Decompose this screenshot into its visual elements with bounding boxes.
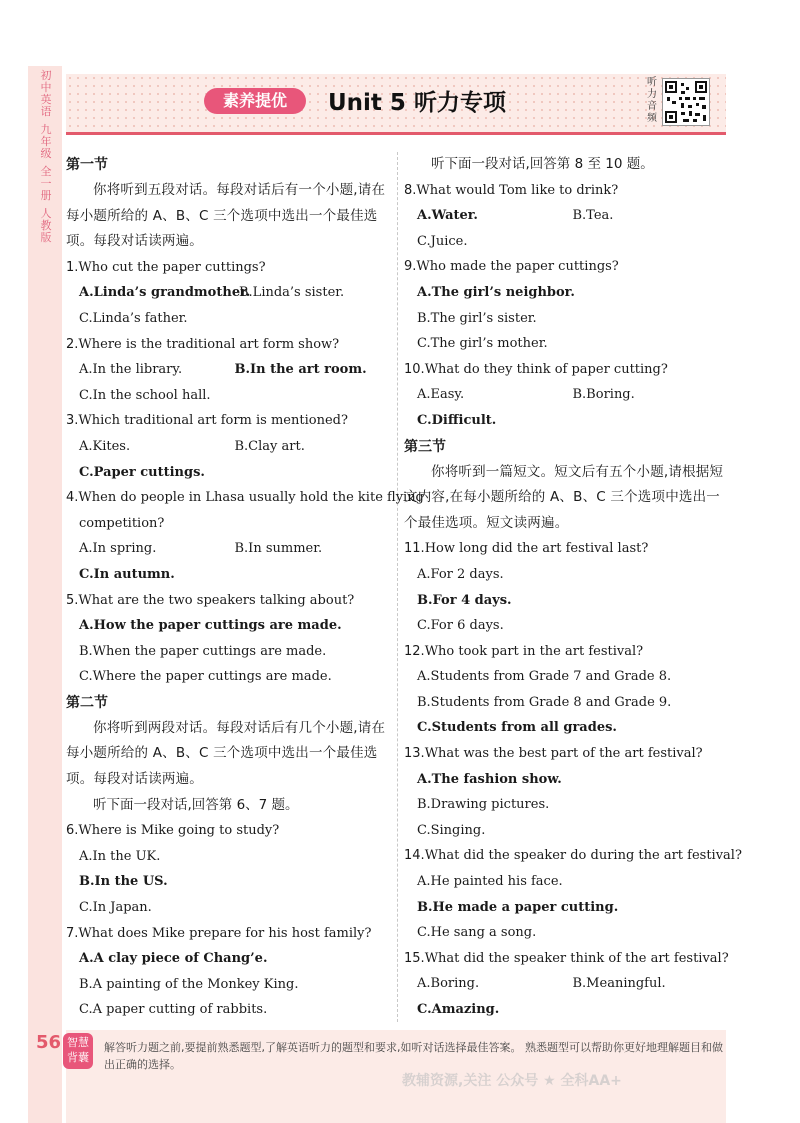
question-1: 1.Who cut the paper cuttings? [66,259,266,275]
question-2-options: A.In the library. B.In the art room. [79,362,367,378]
section-badge: 素养提优 [204,88,306,114]
section-heading-1: 第一节 [66,157,108,173]
side-label-subject: 初中英语 [40,69,52,118]
side-label-grade: 九年级 [40,123,52,160]
question-12-option-a: A.Students from Grade 7 and Grade 8. [417,669,672,685]
question-7-option-c: C.A paper cutting of rabbits. [79,1002,268,1018]
question-15: 15.What did the speaker think of the art festival? [404,950,729,966]
question-15-option-c: C.Amazing. [417,1002,500,1017]
question-2-option-c: C.In the school hall. [79,387,211,403]
question-8-options: A.Water. B.Tea. [417,208,614,224]
question-8-option-c: C.Juice. [417,233,468,249]
question-11-option-a: A.For 2 days. [417,566,504,582]
question-6-option-b: B.In the US. [79,874,168,890]
page-number: 56 [36,1032,62,1053]
side-label-edition: 人教版 [40,207,52,244]
question-14: 14.What did the speaker do during the art festival? [404,848,742,864]
tip-badge: 智慧背囊 [63,1033,93,1069]
question-4-options: A.In spring. B.In summer. [79,541,323,557]
question-7: 7.What does Mike prepare for his host family? [66,925,372,941]
question-12-option-b: B.Students from Grade 8 and Grade 9. [417,694,672,710]
question-4-option-c: C.In autumn. [79,566,175,582]
dialogue-instruction-6-7: 听下面一段对话,回答第 6、7 题。 [93,796,299,813]
question-9-option-b: B.The girl’s sister. [417,310,537,326]
question-4: 4.When do people in Lhasa usually hold the kite flying [66,490,424,506]
question-8: 8.What would Tom like to drink? [404,182,619,198]
qr-code-icon[interactable] [662,78,710,126]
tip-text: 解答听力题之前,要提前熟悉题型,了解英语听力的题型和要求,如听对话选择最佳答案。 熟悉题型可以帮助你更好地理解题目和做出正确的选择。 [104,1041,723,1071]
question-14-option-b: B.He made a paper cutting. [417,899,619,915]
question-6: 6.Where is Mike going to study? [66,823,280,839]
question-10-option-c: C.Difficult. [417,412,497,428]
side-label [38,70,54,250]
question-4-continued: competition? [79,515,165,531]
question-3-options: A.Kites. B.Clay art. [79,438,305,454]
section-2-instructions: 你将听到两段对话。每段对话后有几个小题,请在每小题所给的 A、B、C 三个选项中选出一个最佳选项。每段对话读两遍。 [66,719,386,788]
question-5-option-c: C.Where the paper cuttings are made. [79,669,332,685]
question-13: 13.What was the best part of the art festival? [404,746,703,762]
question-5-option-a: A.How the paper cuttings are made. [79,618,342,634]
question-11-option-c: C.For 6 days. [417,618,504,634]
dialogue-instruction-8-10: 听下面一段对话,回答第 8 至 10 题。 [431,156,654,172]
question-11: 11.How long did the art festival last? [404,541,649,557]
section-heading-2: 第二节 [66,694,108,711]
column-divider [397,152,398,1022]
question-5-option-b: B.When the paper cuttings are made. [79,643,327,659]
question-3-option-c: C.Paper cuttings. [79,464,205,480]
question-13-option-c: C.Singing. [417,822,486,838]
question-1-options: A.Linda’s grandmother. B.Linda’s sister. [79,285,345,301]
question-14-option-a: A.He painted his face. [417,874,563,890]
side-label-volume: 全一册 [40,165,52,202]
section-heading-3: 第三节 [404,438,446,455]
question-7-option-b: B.A painting of the Monkey King. [79,976,299,992]
section-1-instructions: 你将听到五段对话。每段对话后有一个小题,请在每小题所给的 A、B、C 三个选项中选出一个最佳选项。每段对话读两遍。 [66,182,386,250]
question-10-options: A.Easy. B.Boring. [417,387,635,403]
question-10: 10.What do they think of paper cutting? [404,361,668,377]
section-3-instructions: 你将听到一篇短文。短文后有五个小题,请根据短文内容,在每小题所给的 A、B、C 三个选项中选出一个最佳选项。短文读两遍。 [404,463,724,531]
question-3: 3.Which traditional art form is mentioned? [66,413,348,429]
question-12-option-c: C.Students from all grades. [417,720,617,736]
question-5: 5.What are the two speakers talking about? [66,592,355,608]
question-6-option-a: A.In the UK. [79,848,161,864]
right-column [404,152,742,1023]
qr-label: 听力音频 [647,77,657,124]
question-12: 12.Who took part in the art festival? [404,643,644,659]
page-title: Unit 5 听力专项 [328,90,506,116]
question-15-options: A.Boring. B.Meaningful. [417,976,666,992]
question-9-option-c: C.The girl’s mother. [417,336,548,352]
question-7-option-a: A.A clay piece of Chang’e. [79,951,268,967]
question-2: 2.Where is the traditional art form show? [66,336,340,352]
question-11-option-b: B.For 4 days. [417,592,512,608]
question-13-option-b: B.Drawing pictures. [417,797,550,813]
question-13-option-a: A.The fashion show. [417,771,562,787]
question-14-option-c: C.He sang a song. [417,925,537,941]
question-9: 9.Who made the paper cuttings? [404,259,619,275]
question-6-option-c: C.In Japan. [79,900,152,916]
question-1-option-c: C.Linda’s father. [79,310,188,326]
watermark: 教辅资源,关注 公众号 ★ 全科AA+ [402,1073,622,1089]
question-9-option-a: A.The girl’s neighbor. [417,284,575,300]
left-column [66,152,424,1023]
header-divider [66,132,726,135]
